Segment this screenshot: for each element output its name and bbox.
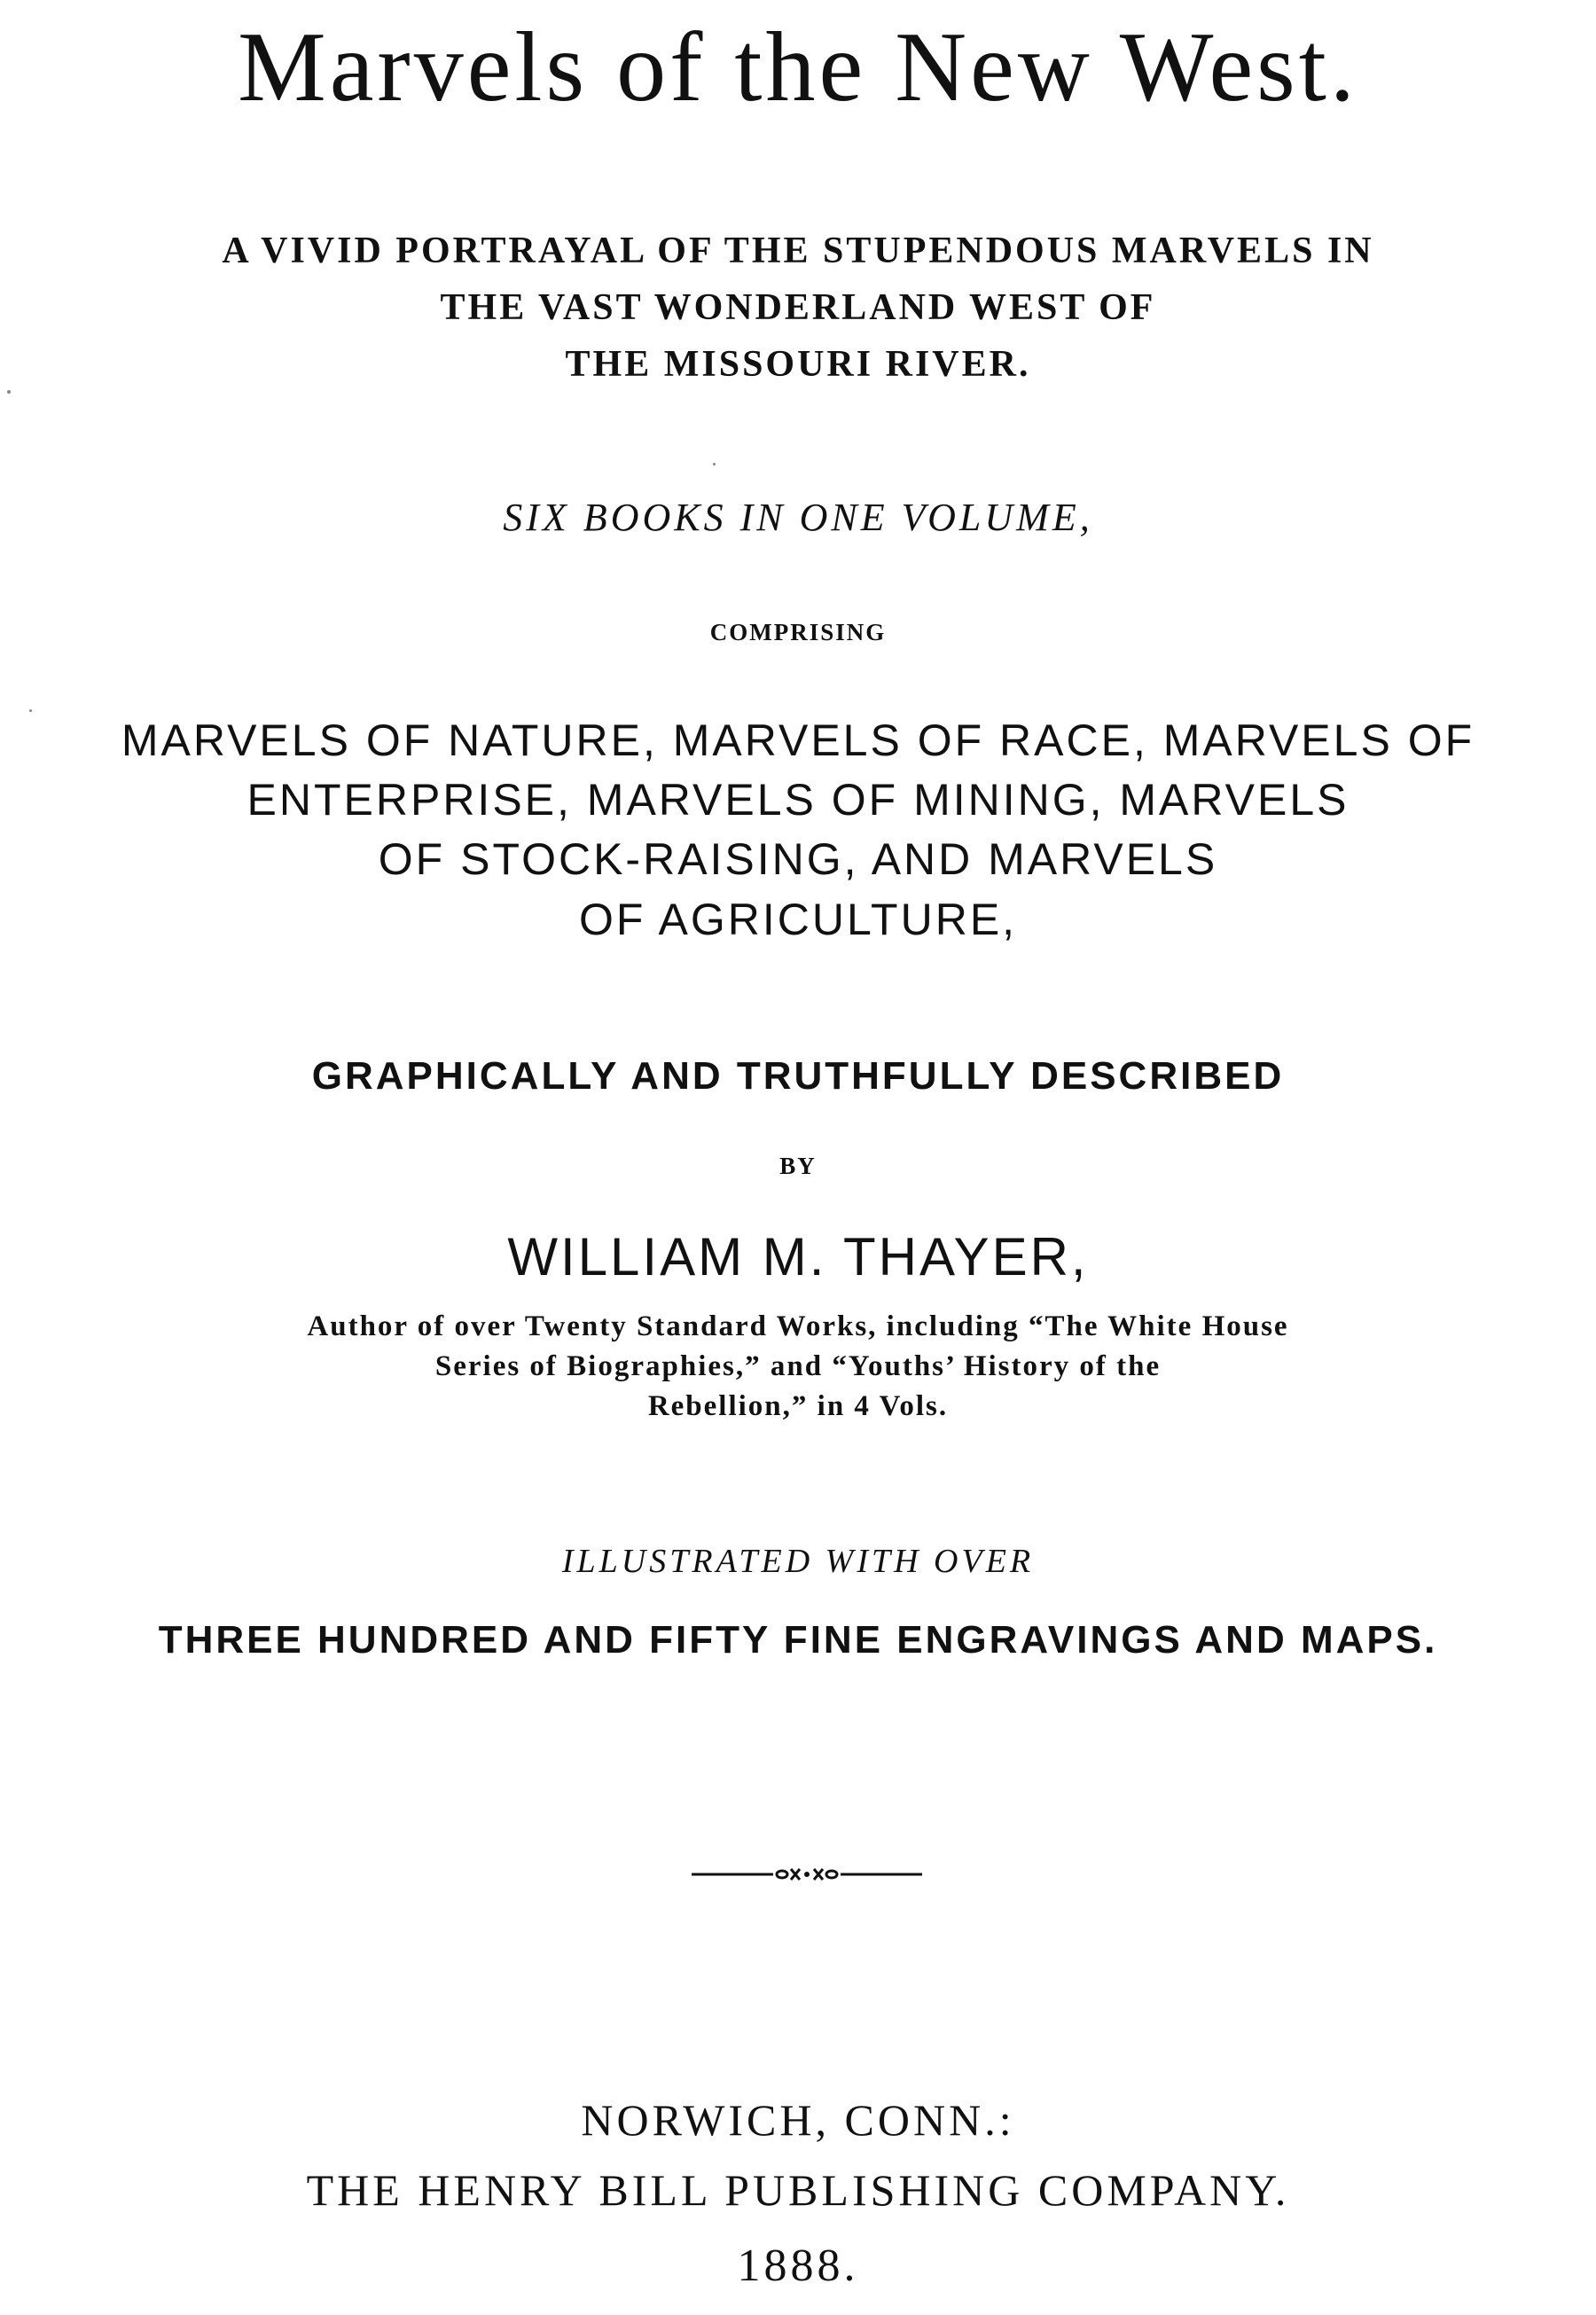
author-name: WILLIAM M. THAYER, [507, 1227, 1089, 1287]
paper-speck [713, 463, 716, 465]
comprising-label: COMPRISING [709, 619, 887, 645]
ornament-divider-icon [692, 1864, 922, 1885]
engravings-line: THREE HUNDRED AND FIFTY FINE ENGRAVINGS AND MAPS. [158, 1618, 1438, 1662]
imprint-place: NORWICH, CONN.: [581, 2095, 1015, 2145]
contents-line-2: ENTERPRISE, MARVELS OF MINING, MARVELS [246, 775, 1350, 825]
volume-note: SIX BOOKS IN ONE VOLUME, [503, 496, 1093, 539]
author-credit-line-3: Rebellion,” in 4 Vols. [647, 1390, 949, 1422]
contents-line-3: OF STOCK-RAISING, AND MARVELS [378, 834, 1218, 884]
author-credit-line-1: Author of over Twenty Standard Works, including “The White House [307, 1310, 1289, 1342]
contents-line-1: MARVELS OF NATURE, MARVELS OF RACE, MARVELS OF [121, 716, 1475, 765]
by-label: BY [779, 1153, 817, 1179]
subtitle-line-3: THE MISSOURI RIVER. [565, 344, 1031, 385]
contents-line-4: OF AGRICULTURE, [578, 895, 1018, 944]
author-credit-line-2: Series of Biographies,” and “Youths’ History of the [434, 1350, 1162, 1382]
paper-speck [29, 709, 32, 712]
paper-speck [7, 390, 11, 394]
described-line: GRAPHICALLY AND TRUTHFULLY DESCRIBED [311, 1054, 1285, 1098]
illustrated-label: ILLUSTRATED WITH OVER [561, 1543, 1035, 1580]
book-title: Marvels of the New West. [238, 12, 1358, 122]
imprint-year: 1888. [737, 2241, 859, 2291]
imprint-publisher: THE HENRY BILL PUBLISHING COMPANY. [306, 2165, 1290, 2215]
subtitle-line-2: THE VAST WONDERLAND WEST OF [440, 287, 1156, 328]
subtitle-line-1: A VIVID PORTRAYAL OF THE STUPENDOUS MARVELS IN [222, 231, 1374, 271]
